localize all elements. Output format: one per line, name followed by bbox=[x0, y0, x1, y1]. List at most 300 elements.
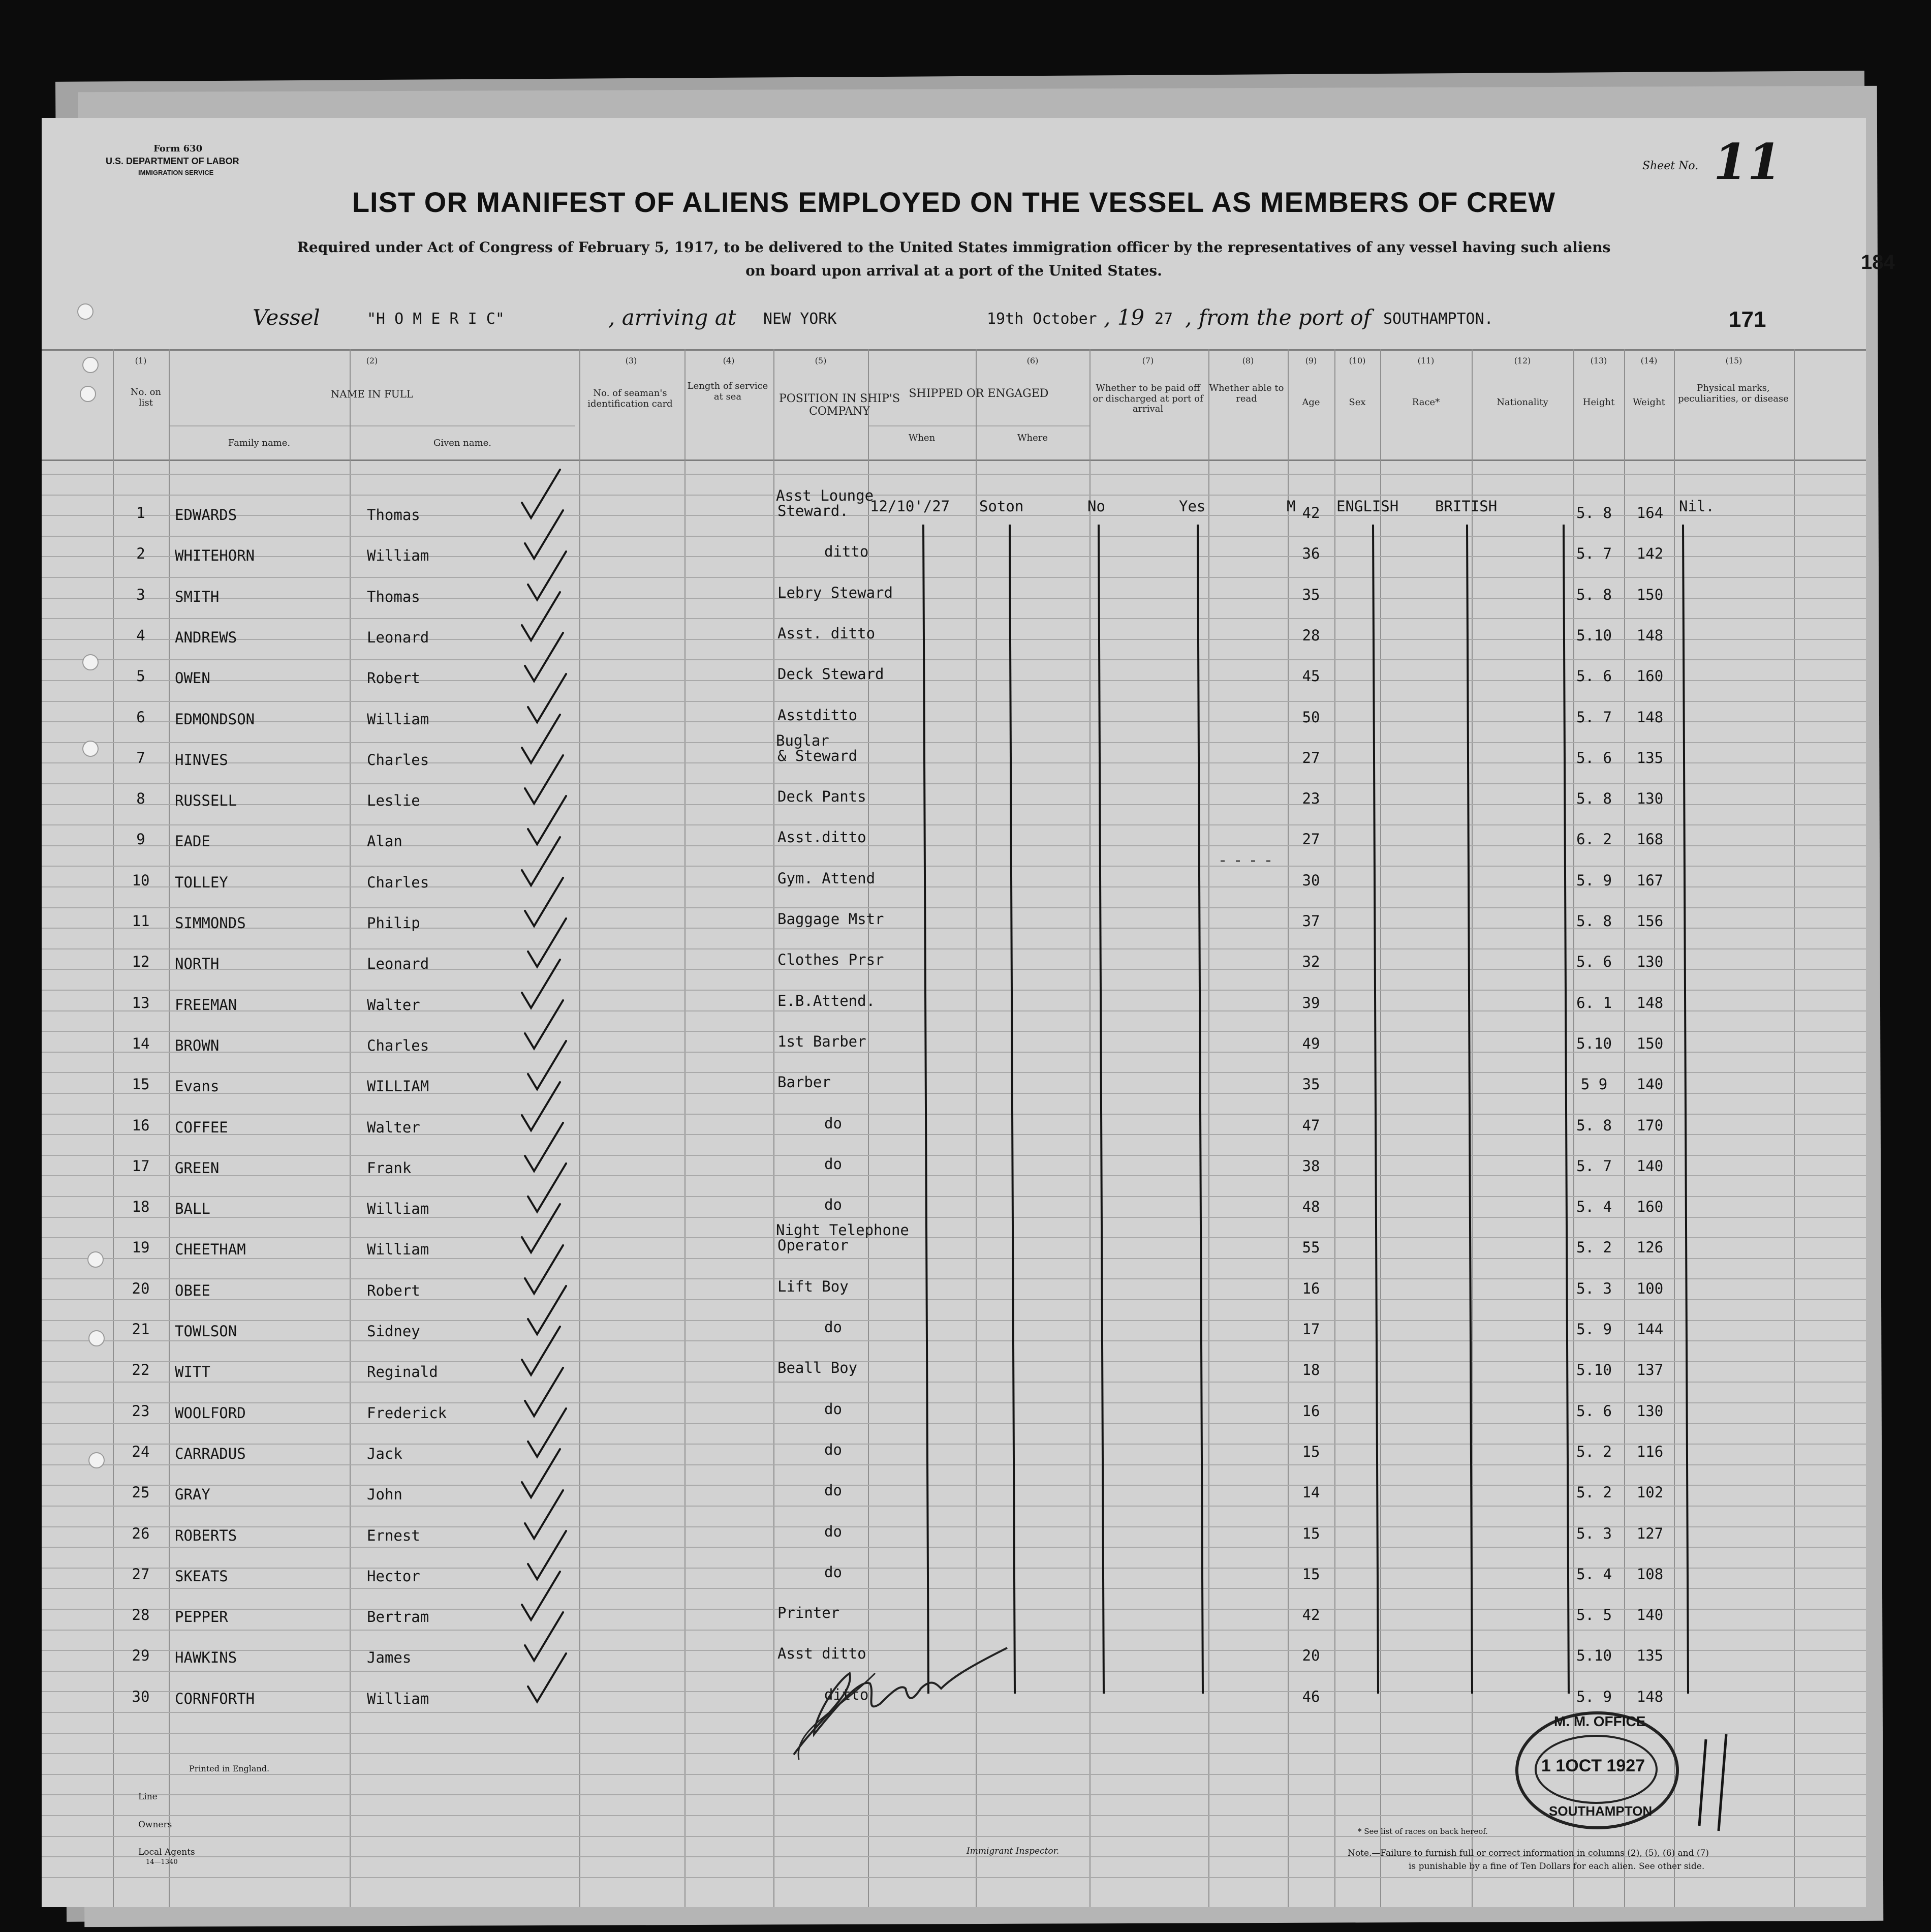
weight-value: 116 bbox=[1636, 1443, 1664, 1460]
weight-value: 160 bbox=[1636, 1198, 1664, 1215]
height-value: 5. 8 bbox=[1576, 790, 1612, 807]
row-number: 22 bbox=[132, 1361, 150, 1378]
height-value: 5. 8 bbox=[1576, 1117, 1612, 1134]
weight-value: 150 bbox=[1636, 1035, 1664, 1052]
age-value: 35 bbox=[1302, 1076, 1320, 1093]
position-line-2: 1st Barber bbox=[777, 1033, 866, 1050]
family-name: SIMMONDS bbox=[175, 914, 246, 932]
family-name: SMITH bbox=[175, 588, 220, 605]
ditto-line bbox=[1564, 525, 1569, 1694]
age-value: 42 bbox=[1302, 1606, 1320, 1623]
row-number: 9 bbox=[136, 831, 145, 848]
position-line-1: Night Telephone bbox=[776, 1221, 909, 1239]
header-height: Height bbox=[1582, 397, 1615, 408]
family-name: COFFEE bbox=[175, 1119, 228, 1136]
row-number: 27 bbox=[132, 1566, 150, 1583]
age-value: 45 bbox=[1302, 667, 1320, 685]
family-name: EDMONDSON bbox=[175, 711, 255, 728]
height-value: 5.10 bbox=[1576, 1361, 1612, 1378]
position-line-2: Barber bbox=[777, 1074, 831, 1091]
from-label: , from the port of bbox=[1185, 305, 1372, 330]
subtitle-line-2: on board upon arrival at a port of the United States. bbox=[745, 262, 1162, 279]
position-line-2: Asstditto bbox=[777, 707, 858, 724]
check-mark bbox=[522, 715, 560, 763]
given-name: Walter bbox=[367, 996, 420, 1014]
position-line-1: Buglar bbox=[776, 732, 829, 749]
family-name: NORTH bbox=[175, 955, 220, 972]
family-name: TOWLSON bbox=[175, 1323, 237, 1340]
age-value: 16 bbox=[1302, 1402, 1320, 1420]
row-number: 20 bbox=[132, 1280, 150, 1297]
family-name: GREEN bbox=[175, 1159, 220, 1177]
given-name: William bbox=[367, 547, 429, 564]
age-value: 48 bbox=[1302, 1198, 1320, 1215]
given-name: Ernest bbox=[367, 1527, 420, 1544]
column-number: (14) bbox=[1640, 356, 1658, 365]
given-name: Frank bbox=[367, 1159, 412, 1177]
column-number: (3) bbox=[625, 356, 637, 365]
header-no-on-list: No. on list bbox=[130, 387, 162, 408]
weight-value: 108 bbox=[1636, 1566, 1664, 1583]
weight-value: 160 bbox=[1636, 667, 1664, 685]
page-stamp-number: 171 bbox=[1729, 307, 1766, 332]
row-number: 21 bbox=[132, 1321, 150, 1338]
age-value: 39 bbox=[1302, 994, 1320, 1011]
age-value: 42 bbox=[1302, 504, 1320, 522]
header-position: POSITION IN SHIP'S COMPANY bbox=[778, 392, 900, 418]
weight-value: 164 bbox=[1636, 504, 1664, 522]
height-value: 5. 4 bbox=[1576, 1198, 1612, 1215]
height-value: 5. 5 bbox=[1576, 1606, 1612, 1623]
column-number: (13) bbox=[1590, 356, 1607, 365]
inspector-label: Immigrant Inspector. bbox=[967, 1846, 1060, 1856]
row-number: 6 bbox=[136, 709, 145, 726]
position-line-2: & Steward bbox=[777, 747, 858, 764]
height-value: 5 9 bbox=[1580, 1076, 1608, 1093]
check-mark bbox=[522, 837, 560, 885]
row-number: 13 bbox=[132, 994, 150, 1011]
height-value: 5. 4 bbox=[1576, 1566, 1612, 1583]
stamp-top: M. M. OFFICE bbox=[1554, 1713, 1646, 1729]
position-line-2: Lift Boy bbox=[777, 1278, 849, 1295]
given-name: Charles bbox=[367, 1037, 429, 1054]
family-name: CARRADUS bbox=[175, 1445, 246, 1462]
height-value: 5. 3 bbox=[1576, 1525, 1612, 1542]
column-number: (12) bbox=[1514, 356, 1531, 365]
weight-value: 148 bbox=[1636, 709, 1664, 726]
races-note: * See list of races on back hereof. bbox=[1358, 1827, 1488, 1836]
row-number: 18 bbox=[132, 1198, 150, 1215]
age-value: 27 bbox=[1302, 749, 1320, 766]
given-name: William bbox=[367, 1200, 429, 1217]
row-number: 2 bbox=[136, 545, 145, 562]
age-value: 49 bbox=[1302, 1035, 1320, 1052]
vessel-label: Vessel bbox=[253, 305, 320, 330]
age-value: 15 bbox=[1302, 1443, 1320, 1460]
given-name: Alan bbox=[367, 833, 402, 850]
column-number: (8) bbox=[1242, 356, 1254, 365]
header-given-name: Given name. bbox=[433, 438, 492, 448]
position-line-2: Printer bbox=[777, 1604, 840, 1621]
ditto-line bbox=[1198, 525, 1203, 1694]
punch-hole bbox=[88, 1330, 105, 1346]
height-value: 5.10 bbox=[1576, 1035, 1612, 1052]
position-line-2: do bbox=[824, 1196, 842, 1213]
departure-port: SOUTHAMPTON. bbox=[1383, 310, 1493, 328]
check-mark bbox=[522, 960, 560, 1008]
row-number: 8 bbox=[136, 790, 145, 807]
column-number: (11) bbox=[1417, 356, 1435, 365]
position-line-2: Deck Pants bbox=[777, 788, 866, 805]
height-value: 5. 8 bbox=[1576, 504, 1612, 522]
header-race: Race* bbox=[1412, 397, 1440, 408]
arrival-date: 19th October bbox=[987, 310, 1097, 328]
family-name: BROWN bbox=[175, 1037, 220, 1054]
row-number: 5 bbox=[136, 667, 145, 685]
position-line-2: do bbox=[824, 1523, 842, 1540]
row-number: 14 bbox=[132, 1035, 150, 1052]
height-value: 5. 3 bbox=[1576, 1280, 1612, 1297]
row-number: 12 bbox=[132, 953, 150, 970]
position-line-2: do bbox=[824, 1441, 842, 1458]
height-value: 6. 1 bbox=[1576, 994, 1612, 1011]
weight-value: 142 bbox=[1636, 545, 1664, 562]
height-value: 5. 6 bbox=[1576, 749, 1612, 766]
weight-value: 135 bbox=[1636, 1647, 1664, 1664]
position-line-2: Beall Boy bbox=[777, 1359, 858, 1376]
height-value: 5. 2 bbox=[1576, 1239, 1612, 1256]
family-name: OBEE bbox=[175, 1282, 210, 1299]
sex-value: M bbox=[1287, 498, 1296, 515]
family-name: CHEETHAM bbox=[175, 1241, 246, 1258]
weight-value: 148 bbox=[1636, 994, 1664, 1011]
position-line-2: Operator bbox=[777, 1237, 849, 1254]
edge-number: 184 bbox=[1861, 251, 1895, 273]
family-name: Evans bbox=[175, 1078, 220, 1095]
height-value: 5. 7 bbox=[1576, 1157, 1612, 1175]
height-value: 5. 2 bbox=[1576, 1443, 1612, 1460]
column-number: (7) bbox=[1142, 356, 1154, 365]
row-number: 10 bbox=[132, 872, 150, 889]
row-number: 15 bbox=[132, 1076, 150, 1093]
service-name: IMMIGRATION SERVICE bbox=[138, 169, 214, 176]
height-value: 5. 6 bbox=[1576, 953, 1612, 970]
position-line-2: do bbox=[824, 1155, 842, 1173]
given-name: Charles bbox=[367, 874, 429, 891]
column-number: (9) bbox=[1305, 356, 1317, 365]
check-mark bbox=[522, 1449, 560, 1497]
family-name: HAWKINS bbox=[175, 1649, 237, 1666]
weight-value: 127 bbox=[1636, 1525, 1664, 1542]
note-line-2: is punishable by a fine of Ten Dollars for each alien. See other side. bbox=[1409, 1861, 1705, 1872]
family-name: GRAY bbox=[175, 1486, 210, 1503]
position-line-1: Asst Lounge bbox=[776, 487, 874, 504]
weight-value: 126 bbox=[1636, 1239, 1664, 1256]
family-name: FREEMAN bbox=[175, 996, 237, 1014]
local-agents-label: Local Agents bbox=[138, 1847, 195, 1857]
given-name: WILLIAM bbox=[367, 1078, 429, 1095]
age-value: 15 bbox=[1302, 1566, 1320, 1583]
age-value: 17 bbox=[1302, 1321, 1320, 1338]
column-number: (1) bbox=[135, 356, 147, 365]
age-value: 14 bbox=[1302, 1484, 1320, 1501]
punch-hole bbox=[82, 741, 99, 757]
family-name: CORNFORTH bbox=[175, 1690, 255, 1707]
manifest-title: LIST OR MANIFEST OF ALIENS EMPLOYED ON THE VESSEL AS MEMBERS OF CREW bbox=[352, 186, 1556, 218]
given-name: Thomas bbox=[367, 588, 420, 605]
family-name: EDWARDS bbox=[175, 506, 237, 524]
check-mark bbox=[522, 592, 560, 640]
family-name: WHITEHORN bbox=[175, 547, 255, 564]
age-value: 46 bbox=[1302, 1688, 1320, 1705]
weight-value: 148 bbox=[1636, 627, 1664, 644]
header-physical: Physical marks, peculiarities, or disease bbox=[1678, 383, 1789, 404]
year-prefix: , 19 bbox=[1104, 305, 1145, 330]
height-value: 5. 6 bbox=[1576, 1402, 1612, 1420]
ditto-line bbox=[923, 525, 928, 1694]
stamp-bottom: SOUTHAMPTON bbox=[1549, 1803, 1653, 1819]
position-line-2: do bbox=[824, 1400, 842, 1418]
note-line-1: Note.—Failure to furnish full or correct information in columns (2), (5), (6) and (7) bbox=[1348, 1848, 1709, 1858]
age-value: 30 bbox=[1302, 872, 1320, 889]
position-line-2: E.B.Attend. bbox=[777, 992, 876, 1009]
row-number: 4 bbox=[136, 627, 145, 644]
weight-value: 148 bbox=[1636, 1688, 1664, 1705]
height-value: 5. 8 bbox=[1576, 586, 1612, 603]
physical-value: Nil. bbox=[1679, 498, 1715, 515]
weight-value: 156 bbox=[1636, 912, 1664, 930]
position-line-2: Clothes Prsr bbox=[777, 951, 884, 968]
marginal-mark bbox=[1699, 1734, 1726, 1831]
ditto-line bbox=[1010, 525, 1015, 1694]
row-number: 7 bbox=[136, 749, 145, 766]
given-name: William bbox=[367, 1241, 429, 1258]
header-nationality: Nationality bbox=[1497, 397, 1548, 408]
height-value: 5. 8 bbox=[1576, 912, 1612, 930]
check-mark bbox=[522, 1204, 560, 1252]
given-name: Walter bbox=[367, 1119, 420, 1136]
stamp-date: 1 1OCT 1927 bbox=[1541, 1756, 1645, 1775]
check-mark bbox=[522, 470, 560, 518]
position-line-2: do bbox=[824, 1115, 842, 1132]
form-number: Form 630 bbox=[153, 143, 203, 154]
row-number: 28 bbox=[132, 1606, 150, 1623]
punch-hole bbox=[80, 386, 96, 402]
weight-value: 140 bbox=[1636, 1076, 1664, 1093]
row-number: 24 bbox=[132, 1443, 150, 1460]
age-value: 15 bbox=[1302, 1525, 1320, 1542]
row-number: 16 bbox=[132, 1117, 150, 1134]
column-number: (2) bbox=[366, 356, 378, 365]
line-label: Line bbox=[138, 1792, 158, 1802]
row-number: 25 bbox=[132, 1484, 150, 1501]
age-value: 35 bbox=[1302, 586, 1320, 603]
given-name: William bbox=[367, 1690, 429, 1707]
position-line-2: Asst ditto bbox=[777, 1645, 866, 1662]
year-suffix: 27 bbox=[1155, 310, 1173, 328]
printed-in: Printed in England. bbox=[189, 1764, 270, 1773]
row-number: 11 bbox=[132, 912, 150, 930]
ditto-line bbox=[1373, 525, 1378, 1694]
punch-hole bbox=[82, 654, 99, 670]
given-name: Reginald bbox=[367, 1363, 438, 1381]
department-name: U.S. DEPARTMENT OF LABOR bbox=[106, 156, 239, 166]
header-age: Age bbox=[1302, 397, 1320, 408]
inspector-signature bbox=[794, 1648, 1007, 1755]
weight-value: 140 bbox=[1636, 1157, 1664, 1175]
sheet-label: Sheet No. bbox=[1642, 160, 1699, 172]
given-name: William bbox=[367, 711, 429, 728]
position-line-2: do bbox=[824, 1563, 842, 1581]
given-name: Philip bbox=[367, 914, 420, 932]
given-name: Sidney bbox=[367, 1323, 420, 1340]
family-name: ANDREWS bbox=[175, 629, 237, 646]
family-name: WITT bbox=[175, 1363, 210, 1381]
row-number: 19 bbox=[132, 1239, 150, 1256]
age-value: 50 bbox=[1302, 709, 1320, 726]
check-marks bbox=[522, 470, 566, 1702]
sheet-number: 11 bbox=[1714, 133, 1782, 191]
ditto-line bbox=[1683, 525, 1688, 1694]
given-name: Jack bbox=[367, 1445, 402, 1462]
given-name: Frederick bbox=[367, 1404, 447, 1422]
height-value: 5.10 bbox=[1576, 627, 1612, 644]
column-number: (6) bbox=[1026, 356, 1039, 365]
height-value: 5.10 bbox=[1576, 1647, 1612, 1664]
punch-hole bbox=[82, 357, 99, 373]
age-value: 32 bbox=[1302, 953, 1320, 970]
header-weight: Weight bbox=[1633, 397, 1665, 408]
age-value: 38 bbox=[1302, 1157, 1320, 1175]
position-line-2: Asst. ditto bbox=[777, 625, 876, 642]
family-name: OWEN bbox=[175, 669, 210, 687]
family-name: SKEATS bbox=[175, 1568, 228, 1585]
header-where: Where bbox=[1017, 433, 1048, 443]
given-name: Leslie bbox=[367, 792, 420, 809]
subtitle-line-1: Required under Act of Congress of February 5, 1917, to be delivered to the United States immigration officer by the representatives of any vessel having such aliens bbox=[297, 239, 1611, 256]
check-mark bbox=[522, 1572, 560, 1620]
ditto-lines bbox=[923, 525, 1688, 1694]
weight-value: 130 bbox=[1636, 953, 1664, 970]
position-line-2: Baggage Mstr bbox=[777, 910, 884, 928]
weight-value: 140 bbox=[1636, 1606, 1664, 1623]
check-mark bbox=[522, 1327, 560, 1375]
paid-off-value: No bbox=[1087, 498, 1105, 515]
position-line-2: ditto bbox=[824, 543, 869, 560]
given-name: Thomas bbox=[367, 506, 420, 524]
age-value: 37 bbox=[1302, 912, 1320, 930]
position-line-2: Gym. Attend bbox=[777, 870, 876, 887]
header-able-read: Whether able to read bbox=[1209, 383, 1284, 404]
age-value: 18 bbox=[1302, 1361, 1320, 1378]
form-code: 14—1340 bbox=[146, 1858, 178, 1866]
able-read-value: Yes bbox=[1179, 498, 1206, 515]
height-value: 5. 9 bbox=[1576, 872, 1612, 889]
position-line-2: Lebry Steward bbox=[777, 584, 893, 601]
given-name: Robert bbox=[367, 1282, 420, 1299]
row-number: 26 bbox=[132, 1525, 150, 1542]
check-mark bbox=[522, 1082, 560, 1130]
header-family-name: Family name. bbox=[228, 438, 291, 448]
header-name-in-full: NAME IN FULL bbox=[330, 388, 414, 400]
height-value: 5. 6 bbox=[1576, 667, 1612, 685]
weight-value: 170 bbox=[1636, 1117, 1664, 1134]
row-number: 29 bbox=[132, 1647, 150, 1664]
age-value: 47 bbox=[1302, 1117, 1320, 1134]
weight-value: 137 bbox=[1636, 1361, 1664, 1378]
family-name: BALL bbox=[175, 1200, 210, 1217]
given-name: Leonard bbox=[367, 955, 429, 972]
header-seaman-card: No. of seaman's identification card bbox=[587, 388, 673, 409]
position-line-2: Deck Steward bbox=[777, 665, 884, 683]
family-name: HINVES bbox=[175, 751, 228, 769]
office-stamp bbox=[1515, 1711, 1679, 1829]
nationality-value: BRITISH bbox=[1435, 498, 1498, 515]
row-number: 17 bbox=[132, 1157, 150, 1175]
column-number: (5) bbox=[815, 356, 827, 365]
punch-hole bbox=[77, 303, 94, 320]
column-number: (10) bbox=[1349, 356, 1366, 365]
family-name: EADE bbox=[175, 833, 210, 850]
family-name: RUSSELL bbox=[175, 792, 237, 809]
height-value: 6. 2 bbox=[1576, 831, 1612, 848]
age-value: 23 bbox=[1302, 790, 1320, 807]
given-name: Charles bbox=[367, 751, 429, 769]
age-value: 20 bbox=[1302, 1647, 1320, 1664]
height-value: 5. 9 bbox=[1576, 1688, 1612, 1705]
height-value: 5. 2 bbox=[1576, 1484, 1612, 1501]
header-paid-off: Whether to be paid off or discharged at port of arrival bbox=[1093, 383, 1203, 415]
weight-value: 135 bbox=[1636, 749, 1664, 766]
row-number: 1 bbox=[136, 504, 145, 522]
age-value: 27 bbox=[1302, 831, 1320, 848]
column-number: (15) bbox=[1725, 356, 1742, 365]
position-line-2: do bbox=[824, 1482, 842, 1499]
row-number: 3 bbox=[136, 586, 145, 603]
age-value: 36 bbox=[1302, 545, 1320, 562]
race-value: ENGLISH bbox=[1336, 498, 1399, 515]
weight-value: 130 bbox=[1636, 790, 1664, 807]
age-value: 28 bbox=[1302, 627, 1320, 644]
vessel-name: "H O M E R I C" bbox=[367, 310, 505, 328]
weight-value: 150 bbox=[1636, 586, 1664, 603]
family-name: WOOLFORD bbox=[175, 1404, 246, 1422]
weight-value: 130 bbox=[1636, 1402, 1664, 1420]
handwriting-layer bbox=[42, 118, 1866, 1907]
given-name: Leonard bbox=[367, 629, 429, 646]
shipped-when: 12/10'/27 bbox=[870, 498, 950, 515]
weight-value: 167 bbox=[1636, 872, 1664, 889]
position-line-2: Asst.ditto bbox=[777, 829, 866, 846]
manifest-page bbox=[42, 118, 1895, 1907]
weight-value: 168 bbox=[1636, 831, 1664, 848]
position-line-2: ditto bbox=[824, 1686, 869, 1703]
height-value: 5. 7 bbox=[1576, 545, 1612, 562]
header-length-service: Length of service at sea bbox=[687, 381, 768, 402]
position-line-2: Steward. bbox=[777, 502, 849, 519]
shipped-where: Soton bbox=[979, 498, 1024, 515]
height-value: 5. 9 bbox=[1576, 1321, 1612, 1338]
column-number: (4) bbox=[723, 356, 735, 365]
height-value: 5. 7 bbox=[1576, 709, 1612, 726]
arriving-label: , arriving at bbox=[608, 305, 736, 330]
arrival-port: NEW YORK bbox=[763, 310, 837, 328]
given-name: Robert bbox=[367, 669, 420, 687]
weight-value: 102 bbox=[1636, 1484, 1664, 1501]
weight-value: 100 bbox=[1636, 1280, 1664, 1297]
punch-hole bbox=[88, 1452, 105, 1468]
ditto-line bbox=[1099, 525, 1104, 1694]
